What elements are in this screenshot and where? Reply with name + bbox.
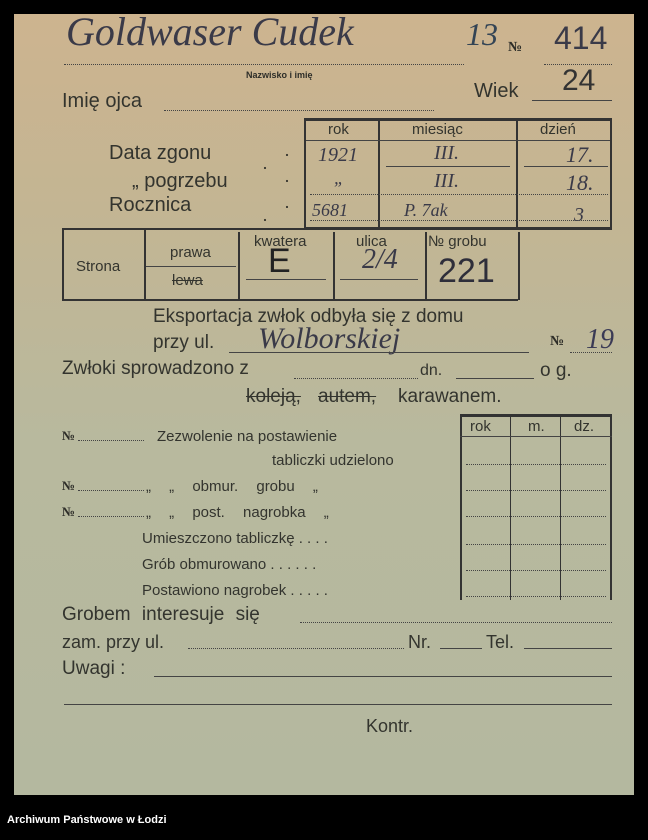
permit-col-month: m. — [528, 418, 545, 435]
burial-record-card: Goldwaser Cudek Nazwisko i imię 13 № 414 Wiek 24 Imię ojca rok miesiąc dzień Data zgonu 1921 III. 17. „ pogrzebu „ III. 18. Rocznica 5681 P. 7ak 3 · · · · · Strona prawa lewa kwatera E ulica 2/4 № grobu 221 Eksportacja zwłok odbyła się z domu przy ul. Wolborskiej № 19 Zwłoki sprowadzono z dn. o g. koleją, autem, karawanem. rok m. dz. № Zezwolenie na postawienie tabliczki udzielono № „ „ obmur. grobu „ № „ „ post. nagrobka „ Umieszczono tabliczkę . . . . Grób obmurowano . . . . . . Postawiono nagrobek . . . . . Grobem interesuje się zam. przy ul. Nr. Tel. Uwagi : Kontr. — [14, 14, 634, 795]
export-no-label: № — [550, 334, 565, 349]
permit-col-year: rok — [470, 418, 491, 435]
brought-from-label: Zwłoki sprowadzono z — [62, 358, 249, 379]
father-name-label: Imię ojca — [62, 90, 143, 112]
permit-col-day: dz. — [574, 418, 595, 435]
col-day: dzień — [540, 121, 576, 138]
side-right: prawa — [170, 244, 211, 261]
age-label: Wiek — [474, 80, 519, 102]
grave-walled: Grób obmurowano . . . . . . — [142, 556, 317, 573]
anniversary-month: P. 7ak — [404, 200, 448, 220]
interested-label: Grobem interesuje się — [62, 604, 260, 625]
crossed-number: 13 — [466, 16, 498, 52]
street-value: 2/4 — [362, 244, 398, 275]
export-street-label: przy ul. — [153, 332, 215, 353]
day-label: dn. — [420, 362, 443, 379]
plaque-placed: Umieszczono tabliczkę . . . . — [142, 530, 328, 547]
grave-value: 221 — [438, 252, 495, 290]
transport-hearse: karawanem. — [398, 386, 502, 407]
export-text: Eksportacja zwłok odbyła się z domu — [153, 306, 464, 327]
permit2-no-label: № — [62, 478, 76, 493]
death-day: 17. — [566, 142, 594, 167]
side-label: Strona — [76, 258, 121, 275]
surname-name-handwritten: Goldwaser Cudek — [66, 9, 354, 54]
permit1-no-label: № — [62, 428, 76, 443]
col-month: miesiąc — [412, 121, 463, 138]
anniversary-label: Rocznica — [109, 194, 192, 216]
address-label: zam. przy ul. — [62, 632, 165, 652]
archive-caption: Archiwum Państwowe w Łodzi — [7, 814, 167, 826]
grave-label: № grobu — [428, 233, 487, 250]
street-label: ulica — [356, 233, 387, 250]
anniversary-day: 3 — [574, 204, 584, 226]
death-date-label: Data zgonu — [109, 142, 212, 164]
tombstone-placed: Postawiono nagrobek . . . . . — [142, 582, 328, 599]
number-label: № — [508, 40, 523, 55]
death-year: 1921 — [318, 144, 358, 166]
permit1-text-cont: tabliczki udzielono — [272, 452, 394, 469]
burial-day: 18. — [566, 170, 594, 195]
permit2-text: „ „ obmur. grobu „ — [146, 478, 318, 495]
nr-label: Nr. — [408, 632, 432, 652]
quarter-value: E — [268, 242, 291, 280]
burial-month: III. — [434, 170, 459, 192]
permit3-text: „ „ post. nagrobka „ — [146, 504, 329, 521]
anniversary-year: 5681 — [312, 200, 348, 220]
remarks-label: Uwagi : — [62, 658, 126, 679]
quarter-label: kwatera — [254, 233, 307, 250]
burial-year: „ — [334, 168, 345, 188]
control-label: Kontr. — [366, 716, 414, 736]
card-number: 414 — [554, 20, 608, 56]
export-street-value: Wolborskiej — [258, 322, 401, 355]
burial-date-label: „ pogrzebu — [132, 170, 228, 192]
hour-label: o g. — [540, 360, 572, 381]
permit1-text: Zezwolenie na postawienie — [157, 428, 338, 445]
death-month: III. — [434, 142, 459, 164]
permit3-no-label: № — [62, 504, 76, 519]
surname-label: Nazwisko i imię — [246, 70, 313, 80]
side-left-crossed: lewa — [172, 272, 203, 289]
export-no-value: 19 — [586, 324, 614, 355]
transport-car-crossed: autem, — [318, 386, 377, 407]
tel-label: Tel. — [486, 632, 515, 652]
transport-rail-crossed: koleją, — [246, 386, 301, 407]
age-value: 24 — [562, 64, 596, 97]
col-year: rok — [328, 121, 349, 138]
